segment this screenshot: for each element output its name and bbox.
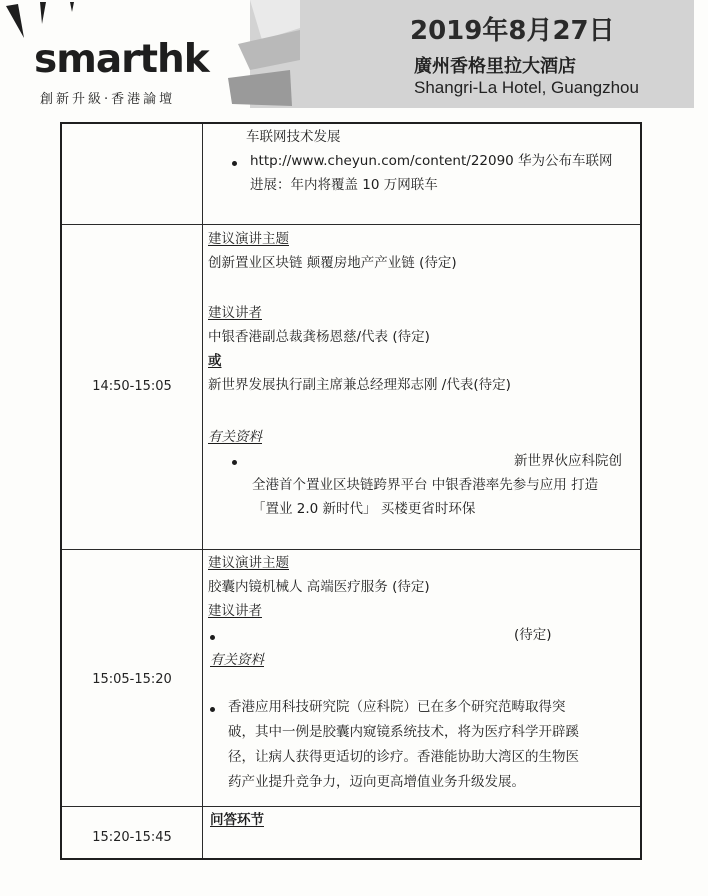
info-text: 全港首个置业区块链跨界平台 中银香港率先参与应用 打造 [252, 477, 599, 493]
schedule-table [60, 122, 642, 860]
info-text: 破，其中一例是胶囊内窥镜系统技术，将为医疗科学开辟蹊 [228, 724, 579, 740]
time-slot: 15:20-15:45 [92, 830, 172, 845]
time-slot: 15:05-15:20 [92, 672, 172, 687]
topic-text: 问答环节 [210, 812, 264, 828]
bullet-icon [210, 635, 215, 640]
bullet-icon [232, 161, 237, 166]
info-text: 新世界伙应科院创 [514, 453, 622, 469]
logo-subtitle: 創新升級·香港論壇 [40, 92, 176, 107]
speaker-label: 建议讲者 [208, 603, 262, 619]
page-header [0, 0, 708, 110]
info-label: 有关资料 [208, 429, 262, 445]
topic-label: 建议演讲主题 [208, 231, 289, 247]
speaker-text: 中银香港副总裁龚杨恩慈/代表 (待定) [208, 329, 430, 345]
schedule-row [62, 124, 640, 225]
speaker-text: (待定) [514, 627, 552, 643]
or-text: 或 [208, 353, 222, 369]
topic-text: 创新置业区块链 颠覆房地产产业链 (待定) [208, 255, 457, 271]
content-line: 车联网技术发展 [246, 129, 341, 145]
schedule-row [62, 549, 640, 807]
schedule-row [62, 224, 640, 550]
info-text: 药产业提升竞争力，迈向更高增值业务升级发展。 [228, 774, 525, 790]
speaker-text: 新世界发展执行副主席兼总经理郑志刚 /代表(待定) [208, 377, 511, 393]
event-venue-cn: 廣州香格里拉大酒店 [414, 56, 576, 77]
info-text: 径，让病人获得更适切的诊疗。香港能协助大湾区的生物医 [228, 749, 579, 765]
event-venue-en: Shangri-La Hotel, Guangzhou [414, 78, 639, 97]
content-line: 进展：年内将覆盖 10 万网联车 [250, 177, 438, 193]
time-slot: 14:50-15:05 [92, 379, 172, 394]
info-text: 香港应用科技研究院（应科院）已在多个研究范畴取得突 [228, 699, 566, 715]
speaker-label: 建议讲者 [208, 305, 262, 321]
link-text[interactable]: http://www.cheyun.com/content/22090 华为公布车联网 [250, 153, 613, 169]
schedule-row [62, 806, 640, 858]
info-text: 「置业 2.0 新时代」 买楼更省时环保 [252, 501, 476, 517]
bullet-icon [232, 460, 237, 465]
topic-text: 胶囊内镜机械人 高端医疗服务 (待定) [208, 579, 430, 595]
bullet-icon [210, 707, 215, 712]
smarthk-logo: smarthk [34, 37, 209, 82]
info-label: 有关资料 [210, 652, 264, 668]
topic-label: 建议演讲主题 [208, 555, 289, 571]
event-date: 2019年8月27日 [410, 16, 615, 46]
